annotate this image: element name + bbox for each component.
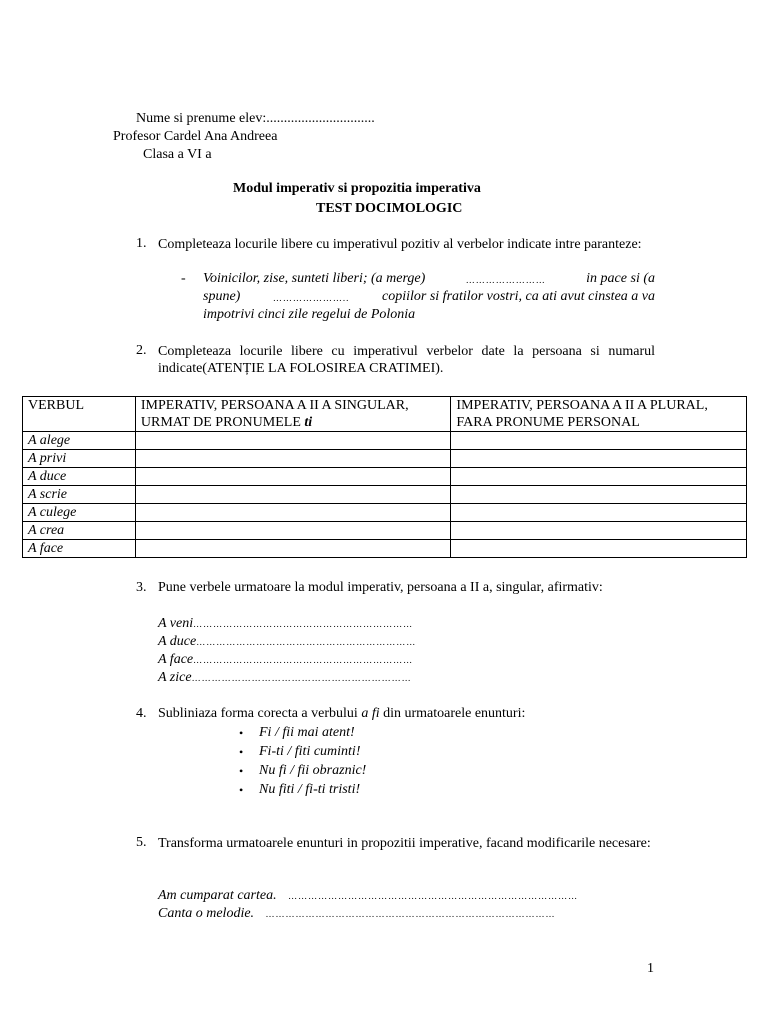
q4-text-verb: a fi <box>361 706 380 721</box>
q3-item-blank[interactable]: ………………………………………………………… <box>193 619 414 629</box>
header-singular-text: IMPERATIV, PERSOANA A II A SINGULAR, URMAT DE PRONUMELE <box>140 398 409 430</box>
plural-answer-cell[interactable] <box>451 432 747 450</box>
q4-number: 4. <box>136 706 147 721</box>
plural-answer-cell[interactable] <box>451 486 747 504</box>
table-row <box>23 486 747 504</box>
verb-cell: A culege <box>23 504 136 522</box>
q1-line1-text-b: in pace si (a <box>586 271 655 286</box>
header-singular-pronoun: ti <box>304 415 313 430</box>
header-singular <box>135 397 451 432</box>
singular-answer-cell[interactable] <box>135 540 451 558</box>
q1-line2-text-a: spune) <box>203 289 241 304</box>
q1-line2-text-b: copiilor si fratilor vostri, ca ati avut cinstea a va <box>382 289 655 304</box>
q3-number: 3. <box>136 580 147 595</box>
table-row <box>23 432 747 450</box>
bullet-icon: • <box>239 745 244 759</box>
q3-item-verb: A zice <box>158 670 192 685</box>
q4-text-c: din urmatoarele enunturi: <box>383 706 526 721</box>
table-row <box>23 522 747 540</box>
header-plural: IMPERATIV, PERSOANA A II A PLURAL, FARA PRONUME PERSONAL <box>451 397 747 432</box>
verb-cell: A duce <box>23 468 136 486</box>
class-label: Clasa a VI a <box>143 147 212 162</box>
bullet-icon: • <box>239 764 244 778</box>
q4-text <box>158 706 525 722</box>
plural-answer-cell[interactable] <box>451 504 747 522</box>
header-verb: VERBUL <box>23 397 136 432</box>
page-number: 1 <box>647 961 654 976</box>
q3-item <box>158 652 413 668</box>
q3-item <box>158 634 416 650</box>
verb-table <box>22 396 747 558</box>
singular-answer-cell[interactable] <box>135 468 451 486</box>
plural-answer-cell[interactable] <box>451 522 747 540</box>
plural-answer-cell[interactable] <box>451 540 747 558</box>
q1-blank-1: …………………… <box>465 275 546 285</box>
q5-item-sentence: Canta o melodie. <box>158 906 255 921</box>
verb-cell: A scrie <box>23 486 136 504</box>
table-row <box>23 468 747 486</box>
singular-answer-cell[interactable] <box>135 486 451 504</box>
q3-item <box>158 616 413 632</box>
bullet-icon: • <box>239 726 244 740</box>
singular-answer-cell[interactable] <box>135 432 451 450</box>
plural-answer-cell[interactable] <box>451 468 747 486</box>
verb-cell: A crea <box>23 522 136 540</box>
verb-cell: A face <box>23 540 136 558</box>
q5-item <box>158 906 556 922</box>
verb-cell: A alege <box>23 432 136 450</box>
q5-item <box>158 888 578 904</box>
q4-option[interactable]: Fi / fii mai atent! <box>259 725 355 740</box>
q2-number: 2. <box>136 343 147 358</box>
document-title: Modul imperativ si propozitia imperativa <box>233 181 481 196</box>
q5-item-blank[interactable]: …………………………………………………………………………… <box>288 891 579 901</box>
q3-item <box>158 670 412 686</box>
q4-text-a: Subliniaza forma corecta a verbului <box>158 706 358 721</box>
q5-text: Transforma urmatoarele enunturi in propozitii imperative, facand modificarile necesare: <box>158 836 651 851</box>
verb-table-header <box>23 397 747 432</box>
singular-answer-cell[interactable] <box>135 450 451 468</box>
q1-sentence-line-1 <box>203 271 655 287</box>
singular-answer-cell[interactable] <box>135 504 451 522</box>
q1-text: Completeaza locurile libere cu imperativul pozitiv al verbelor indicate intre paranteze: <box>158 237 642 252</box>
q1-number: 1. <box>136 236 147 251</box>
table-row <box>23 540 747 558</box>
q1-line1-text-a: Voinicilor, zise, sunteti liberi; (a merge) <box>203 271 426 286</box>
table-row <box>23 504 747 522</box>
singular-answer-cell[interactable] <box>135 522 451 540</box>
q1-blank-2: ………………….. <box>272 293 350 303</box>
q3-item-verb: A face <box>158 652 194 667</box>
q5-number: 5. <box>136 835 147 850</box>
q4-option[interactable]: Nu fiti / fi-ti tristi! <box>259 782 361 797</box>
table-row <box>23 450 747 468</box>
q1-sentence-line-3: impotrivi cinci zile regelui de Polonia <box>203 307 416 322</box>
plural-answer-cell[interactable] <box>451 450 747 468</box>
student-name-line: Nume si prenume elev:............................... <box>136 111 375 126</box>
document-subtitle: TEST DOCIMOLOGIC <box>316 201 463 216</box>
q3-item-blank[interactable]: ………………………………………………………… <box>191 673 412 683</box>
q2-text: Completeaza locurile libere cu imperativul verbelor date la persoana si numarul indicate(ATENȚIE LA FOLOSIREA CRATIMEI). <box>158 344 655 376</box>
q4-option[interactable]: Fi-ti / fiti cuminti! <box>259 744 361 759</box>
q1-sentence-line-2 <box>203 289 655 305</box>
q4-option[interactable]: Nu fi / fii obraznic! <box>259 763 367 778</box>
bullet-icon: • <box>239 783 244 797</box>
q5-item-sentence: Am cumparat cartea. <box>158 888 277 903</box>
q3-item-verb: A duce <box>158 634 197 649</box>
q3-item-blank[interactable]: ………………………………………………………… <box>193 655 414 665</box>
q3-item-blank[interactable]: ………………………………………………………… <box>196 637 417 647</box>
q3-item-verb: A veni <box>158 616 194 631</box>
q1-dash: - <box>181 271 186 286</box>
q3-text: Pune verbele urmatoare la modul imperativ, persoana a II a, singular, afirmativ: <box>158 580 603 595</box>
q5-item-blank[interactable]: …………………………………………………………………………… <box>265 909 556 919</box>
verb-cell: A privi <box>23 450 136 468</box>
teacher-name: Profesor Cardel Ana Andreea <box>113 129 278 144</box>
